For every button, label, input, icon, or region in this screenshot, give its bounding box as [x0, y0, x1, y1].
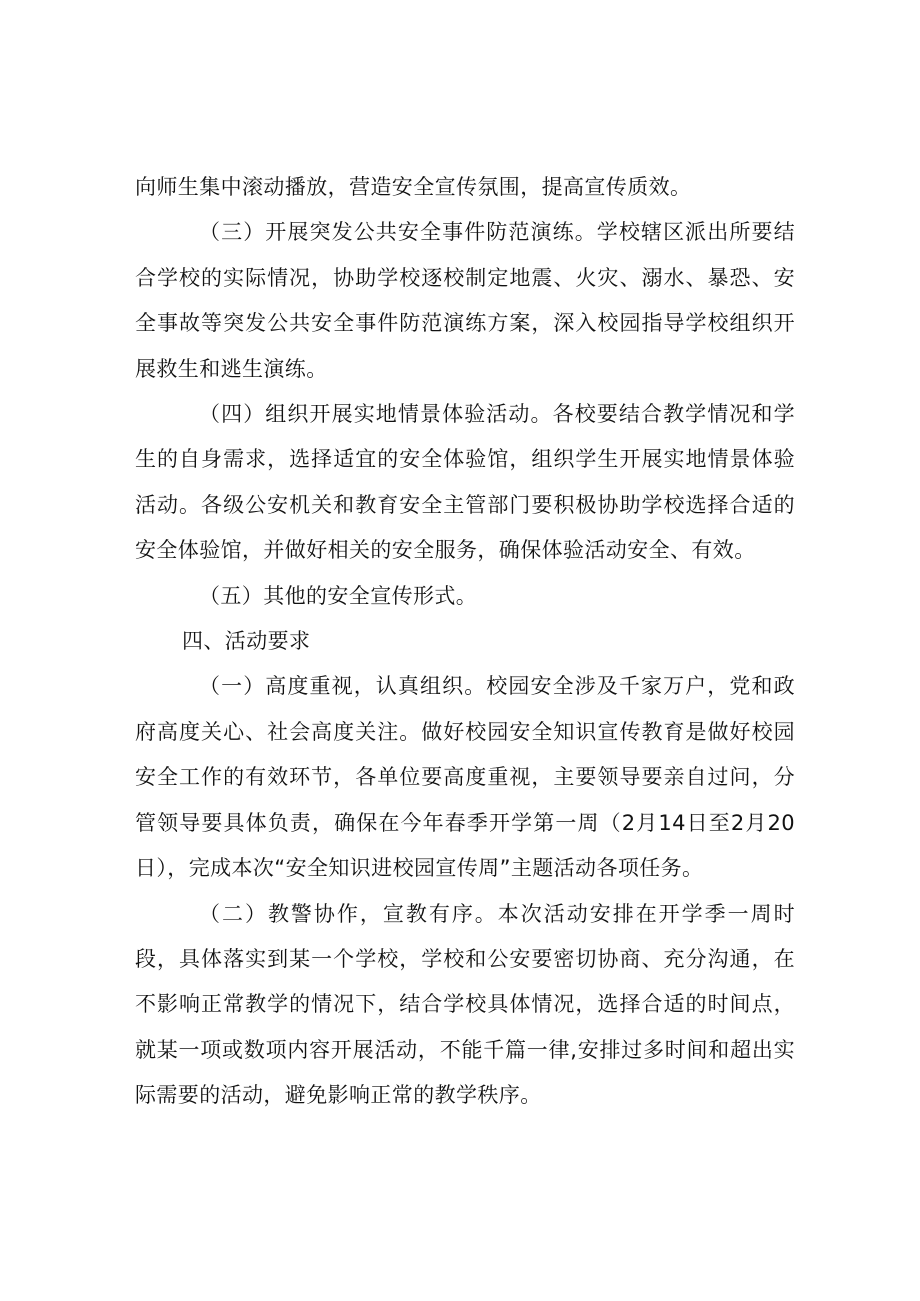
document-body	[135, 165, 795, 1119]
paragraph-drill-section: （三）开展突发公共安全事件防范演练。学校辖区派出所要结合学校的实际情况，协助学校逐校制定地震、火灾、溺水、暴恐、安全事故等突发公共安全事件防范演练方案，深入校园指导学校组织开展救生和逃生演练。	[135, 220, 795, 381]
paragraph-cooperation: （二）教警协作，宣教有序。本次活动安排在开学季一周时段，具体落实到某一个学校，学校和公安要密切协商、充分沟通，在不影响正常教学的情况下，结合学校具体情况，选择合适的时间点，就某一项或数项内容开展活动，不能千篇一律,安排过多时间和超出实际需要的活动，避免影响正常的教学秩序。	[135, 901, 795, 1108]
paragraph-continuation: 向师生集中滚动播放，营造安全宣传氛围，提高宣传质效。	[135, 175, 692, 199]
paragraph-other-forms: （五）其他的安全宣传形式。	[199, 583, 478, 608]
paragraph-experience-section: （四）组织开展实地情景体验活动。各校要结合教学情况和学生的自身需求，选择适宜的安全体验馆，组织学生开展实地情景体验活动。各级公安机关和教育安全主管部门要积极协助学校选择合适的安全体验馆，并做好相关的安全服务，确保体验活动安全、有效。	[135, 402, 795, 563]
section-heading-requirements: 四、活动要求	[182, 629, 311, 654]
paragraph-importance: （一）高度重视，认真组织。校园安全涉及千家万户，党和政府高度关心、社会高度关注。做好校园安全知识宣传教育是做好校园安全工作的有效环节，各单位要高度重视，主要领导要亲自过问，分管领导要具体负责，确保在今年春季开学第一周（2月14日至2月20日），完成本次“安全知识进校园宣传周”主题活动各项任务。	[135, 674, 795, 881]
